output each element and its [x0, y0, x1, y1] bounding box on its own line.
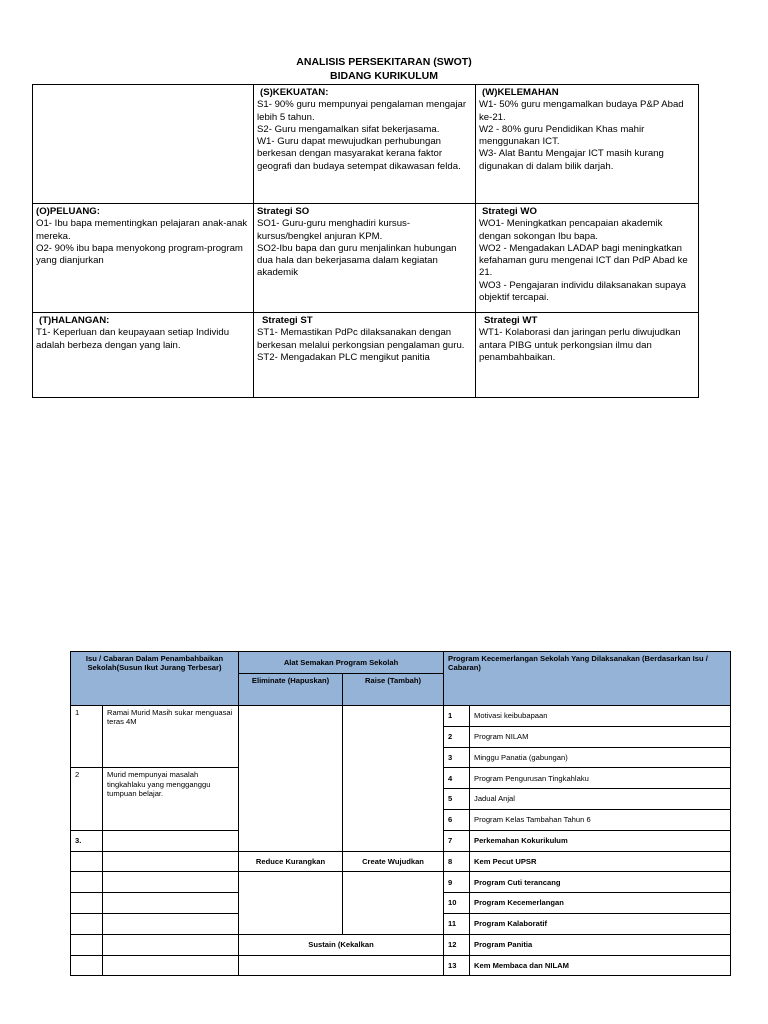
program-name: Program Panitia — [470, 934, 731, 955]
swot-line: S1- 90% guru mempunyai pengalaman mengajar lebih 5 tahun. — [257, 99, 467, 123]
issue-num: 2 — [71, 768, 103, 830]
program-name: Perkemahan Kokurikulum — [470, 830, 731, 851]
issue-text — [103, 913, 239, 934]
issue-text — [103, 934, 239, 955]
issue-num: 3. — [71, 830, 103, 851]
program-header-row — [71, 652, 731, 674]
swot-line: S2- Guru mengamalkan sifat bekerjasama. — [257, 123, 440, 135]
swot-heading-so: Strategi SO — [257, 206, 310, 217]
table-row — [71, 706, 731, 727]
swot-line: WT1- Kolaborasi dan jaringan perlu diwujudkan antara PIBG untuk perkongsian ilmu dan penambahbaikan. — [479, 327, 681, 363]
swot-line: ST1- Memastikan PdPc dilaksanakan dengan berkesan melalui perkongsian pengalaman guru. — [257, 327, 465, 351]
program-num: 12 — [444, 934, 470, 955]
issue-num — [71, 893, 103, 914]
eliminate-cell — [239, 706, 343, 852]
swot-heading-opportunities: (O)PELUANG: — [36, 206, 100, 217]
document-subtitle: BIDANG KURIKULUM — [330, 70, 438, 82]
program-name: Motivasi keibubapaan — [470, 706, 731, 727]
swot-cell-weaknesses — [476, 85, 699, 204]
table-row — [71, 872, 731, 893]
program-name: Program Cuti terancang — [470, 872, 731, 893]
swot-line: WO2 - Mengadakan LADAP bagi meningkatkan kefahaman guru mengenai ICT dan PdP Abad ke 21. — [479, 242, 688, 279]
program-name: Minggu Panatia (gabungan) — [470, 747, 731, 768]
program-num: 9 — [444, 872, 470, 893]
program-num: 5 — [444, 789, 470, 810]
program-num: 7 — [444, 830, 470, 851]
program-num: 10 — [444, 893, 470, 914]
swot-line: ST2- Mengadakan PLC mengikut panitia — [257, 351, 430, 363]
swot-line: T1- Keperluan dan keupayaan setiap Individu adalah berbeza dengan yang lain. — [36, 327, 230, 351]
reduce-label: Reduce Kurangkan — [239, 851, 343, 872]
raise-cell — [343, 706, 444, 852]
swot-table — [32, 84, 699, 398]
swot-line: WO3 - Pengajaran individu dilaksanakan supaya objektif tercapai. — [479, 279, 686, 304]
swot-row-threats — [33, 313, 699, 398]
issue-text — [103, 893, 239, 914]
program-num: 13 — [444, 955, 470, 976]
program-num: 8 — [444, 851, 470, 872]
swot-cell-strategy-wt — [476, 313, 699, 398]
issue-text: Murid mempunyai masalah tingkahlaku yang mengganggu tumpuan belajar. — [103, 768, 239, 830]
issue-num — [71, 913, 103, 934]
swot-line: WO1- Meningkatkan pencapaian akademik dengan sokongan Ibu bapa. — [479, 218, 663, 242]
program-num: 3 — [444, 747, 470, 768]
sustain-label: Sustain (Kekalkan — [239, 934, 444, 955]
swot-line: O2- 90% ibu bapa menyokong program-program yang dianjurkan — [36, 242, 243, 267]
swot-cell-strategy-wo — [476, 204, 699, 313]
sustain-cell — [239, 955, 444, 976]
header-program: Program Kecemerlangan Sekolah Yang Dilaksanakan (Berdasarkan Isu / Cabaran) — [444, 652, 731, 706]
header-tool: Alat Semakan Program Sekolah — [239, 652, 444, 674]
issue-text: Ramai Murid Masih sukar menguasai teras 4M — [103, 706, 239, 768]
issue-num: 1 — [71, 706, 103, 768]
swot-row-strengths-weaknesses — [33, 85, 699, 204]
swot-heading-threats: (T)HALANGAN: — [39, 315, 110, 326]
swot-empty-cell — [33, 85, 254, 204]
issue-num — [71, 851, 103, 872]
swot-heading-wt: Strategi WT — [484, 315, 538, 326]
program-num: 11 — [444, 913, 470, 934]
swot-cell-threats — [33, 313, 254, 398]
swot-line: W1- Guru dapat mewujudkan perhubungan berkesan dengan masyarakat kerana faktor geografi dan budaya setempat dikawasan felda. — [257, 136, 461, 172]
issue-num — [71, 934, 103, 955]
create-label: Create Wujudkan — [343, 851, 444, 872]
swot-line: W3- Alat Bantu Mengajar ICT masih kurang digunakan di dalam bilik darjah. — [479, 148, 664, 172]
program-name: Kem Membaca dan NILAM — [470, 955, 731, 976]
swot-line: W1- 50% guru mengamalkan budaya P&P Abad ke-21. — [479, 99, 684, 123]
swot-row-opportunities — [33, 204, 699, 313]
program-name: Kem Pecut UPSR — [470, 851, 731, 872]
table-row — [71, 934, 731, 955]
issue-text — [103, 830, 239, 851]
swot-cell-opportunities — [33, 204, 254, 313]
swot-line: W2 - 80% guru Pendidikan Khas mahir menggunakan ICT. — [479, 123, 645, 148]
swot-line: SO1- Guru-guru menghadiri kursus-kursus/bengkel anjuran KPM. — [257, 218, 411, 242]
swot-heading-st: Strategi ST — [262, 315, 313, 326]
table-row — [71, 851, 731, 872]
program-num: 4 — [444, 768, 470, 789]
swot-heading-wo: Strategi WO — [482, 206, 537, 217]
program-num: 2 — [444, 726, 470, 747]
program-name: Jadual Anjal — [470, 789, 731, 810]
swot-cell-strategy-st — [254, 313, 476, 398]
swot-line: SO2-Ibu bapa dan guru menjalinkan hubungan dua hala dan bekerjasama dalam kegiatan akademik — [257, 242, 457, 279]
swot-heading-strengths: (S)KEKUATAN: — [260, 87, 329, 98]
issue-text — [103, 955, 239, 976]
program-name: Program Kecemerlangan — [470, 893, 731, 914]
swot-cell-strategy-so — [254, 204, 476, 313]
program-table — [70, 651, 731, 976]
header-issue: Isu / Cabaran Dalam Penambahbaikan Sekolah(Susun Ikut Jurang Terbesar) — [71, 652, 239, 706]
program-name: Program NILAM — [470, 726, 731, 747]
program-num: 1 — [444, 706, 470, 727]
document-title: ANALISIS PERSEKITARAN (SWOT) — [296, 56, 472, 68]
program-name: Program Kelas Tambahan Tahun 6 — [470, 809, 731, 830]
issue-num — [71, 872, 103, 893]
swot-cell-strengths — [254, 85, 476, 204]
program-name: Program Pengurusan Tingkahlaku — [470, 768, 731, 789]
issue-text — [103, 851, 239, 872]
issue-text — [103, 872, 239, 893]
header-raise: Raise (Tambah) — [343, 674, 444, 706]
table-row — [71, 955, 731, 976]
program-name: Program Kalaboratif — [470, 913, 731, 934]
reduce-cell — [239, 872, 343, 934]
header-eliminate: Eliminate (Hapuskan) — [239, 674, 343, 706]
issue-num — [71, 955, 103, 976]
program-num: 6 — [444, 809, 470, 830]
swot-heading-weaknesses: (W)KELEMAHAN — [482, 87, 559, 98]
swot-line: O1- Ibu bapa mementingkan pelajaran anak-anak mereka. — [36, 218, 248, 242]
create-cell — [343, 872, 444, 934]
